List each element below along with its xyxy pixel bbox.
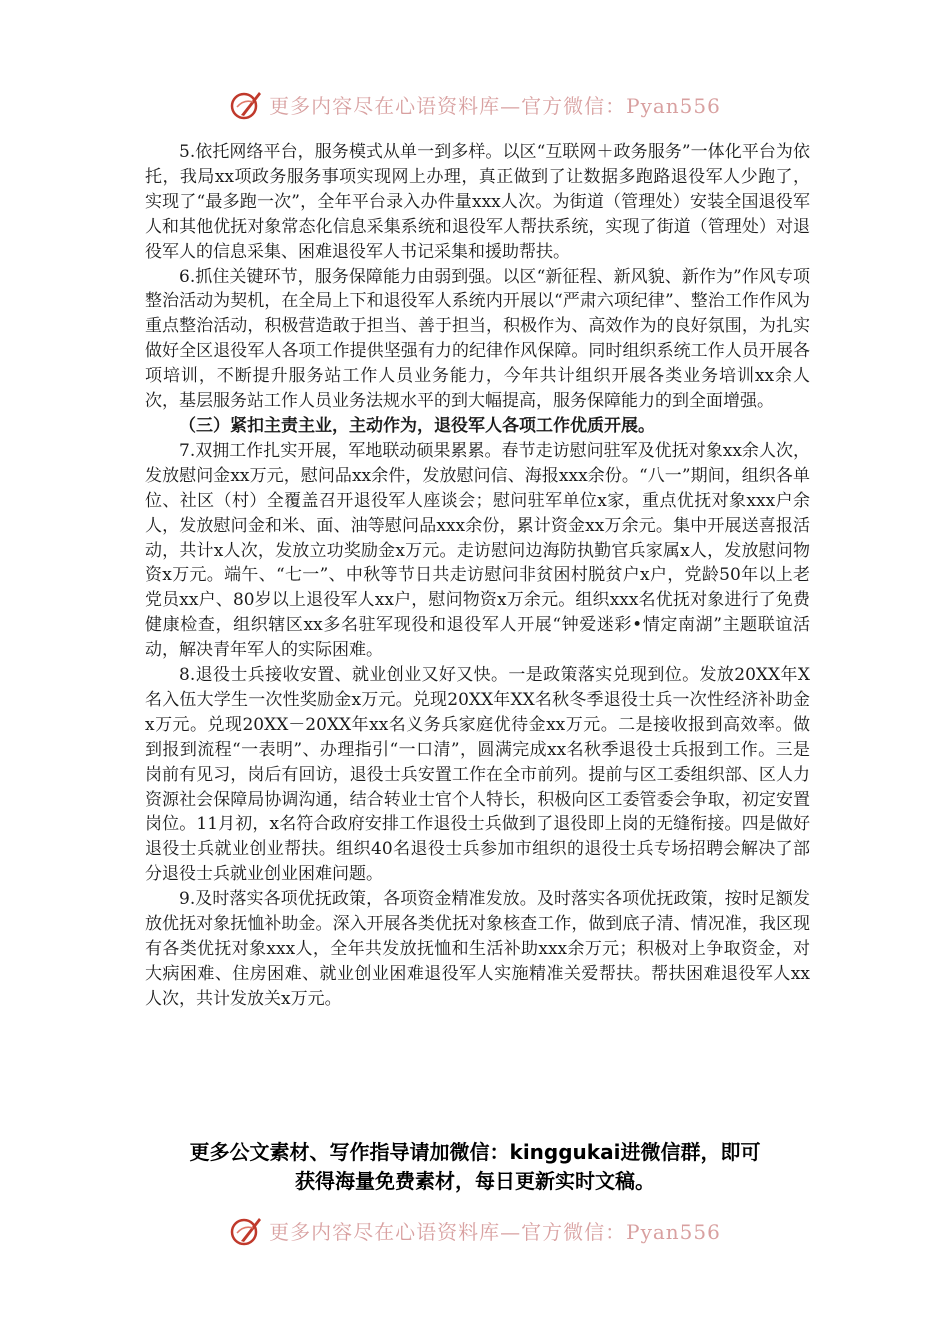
footer-banner-text: 更多内容尽在心语资料库—官方微信：Pyan556	[269, 1219, 721, 1244]
header-banner-text: 更多内容尽在心语资料库—官方微信：Pyan556	[269, 93, 721, 118]
paragraph-7: 7.双拥工作扎实开展，军地联动硕果累累。春节走访慰问驻军及优抚对象xx余人次，发放慰问金xx万元，慰问品xx余件，发放慰问信、海报xxx余份。“八一”期间，组织各单位、社区（村）全覆盖召开退役军人座谈会；慰问驻军单位x家，重点优抚对象xxx户余人，发放慰问金和米、面、油等慰问品xxx余份，累计资金xx万余元。集中开展送喜报活动，共计x人次，发放立功奖励金x万元。走访慰问边海防执勤官兵家属x人，发放慰问物资x万元。端午、“七一”、中秋等节日共走访慰问非贫困村脱贫户x户，党龄50年以上老党员xx户、80岁以上退役军人xx户，慰问物资x万余元。组织xxx名优抚对象进行了免费健康检查，组织辖区xx多名驻军现役和退役军人开展“钟爱迷彩•情定南湖”主题联谊活动，解决青年军人的实际困难。	[145, 440, 810, 661]
promo-line-1: 更多公文素材、写作指导请加微信：kinggukai进微信群，即可	[189, 1140, 761, 1164]
paragraph-9: 9.及时落实各项优抚政策，各项资金精准发放。及时落实各项优抚政策，按时足额发放优抚对象抚恤补助金。深入开展各类优抚对象核查工作，做到底子清、情况准，我区现有各类优抚对象xxx人，全年共发放抚恤和生活补助xxx余万元；积极对上争取资金，对大病困难、住房困难、就业创业困难退役军人实施精准关爱帮扶。帮扶困难退役军人xx人次，共计发放关x万元。	[145, 889, 810, 1009]
paragraph-5: 5.依托网络平台，服务模式从单一到多样。以区“互联网＋政务服务”一体化平台为依托，我局xx项政务服务事项实现网上办理，真正做到了让数据多跑路退役军人少跑了，实现了“最多跑一次”，全年平台录入办件量xxx人次。为街道（管理处）安装全国退役军人和其他优抚对象常态化信息采集系统和退役军人帮扶系统，实现了街道（管理处）对退役军人的信息采集、困难退役军人书记采集和援助帮扶。	[145, 142, 810, 262]
quill-pen-logo-icon	[229, 1213, 263, 1247]
promo-notice	[120, 1138, 830, 1196]
paragraph-6: 6.抓住关键环节，服务保障能力由弱到强。以区“新征程、新风貌、新作为”作风专项整治活动为契机，在全局上下和退役军人系统内开展以“严肃六项纪律”、整治工作作风为重点整治活动，积极营造敢于担当、善于担当，积极作为、高效作为的良好氛围，为扎实做好全区退役军人各项工作提供坚强有力的纪律作风保障。同时组织系统工作人员开展各项培训，不断提升服务站工作人员业务能力，今年共计组织开展各类业务培训xx余人次，基层服务站工作人员业务法规水平的到大幅提高，服务保障能力的到全面增强。	[145, 266, 810, 412]
section-heading-3: （三）紧扣主责主业，主动作为，退役军人各项工作优质开展。	[179, 415, 655, 436]
promo-line-2: 获得海量免费素材，每日更新实时文稿。	[295, 1169, 655, 1193]
document-body	[145, 140, 810, 1012]
header-banner	[0, 84, 950, 124]
quill-pen-logo-icon	[229, 87, 263, 121]
footer-banner	[0, 1210, 950, 1250]
paragraph-8: 8.退役士兵接收安置、就业创业又好又快。一是政策落实兑现到位。发放20XX年X名入伍大学生一次性奖励金x万元。兑现20XX年XX名秋冬季退役士兵一次性经济补助金x万元。兑现20XX－20XX年xx名义务兵家庭优待金xx万元。二是接收报到高效率。做到报到流程“一表明”、办理指引“一口清”，圆满完成xx名秋季退役士兵报到工作。三是岗前有见习，岗后有回访，退役士兵安置工作在全市前列。提前与区工委组织部、区人力资源社会保障局协调沟通，结合转业士官个人特长，积极向区工委管委会争取，初定安置岗位。11月初，x名符合政府安排工作退役士兵做到了退役即上岗的无缝衔接。四是做好退役士兵就业创业帮扶。组织40名退役士兵参加市组织的退役士兵专场招聘会解决了部分退役士兵就业创业困难问题。	[145, 665, 810, 885]
